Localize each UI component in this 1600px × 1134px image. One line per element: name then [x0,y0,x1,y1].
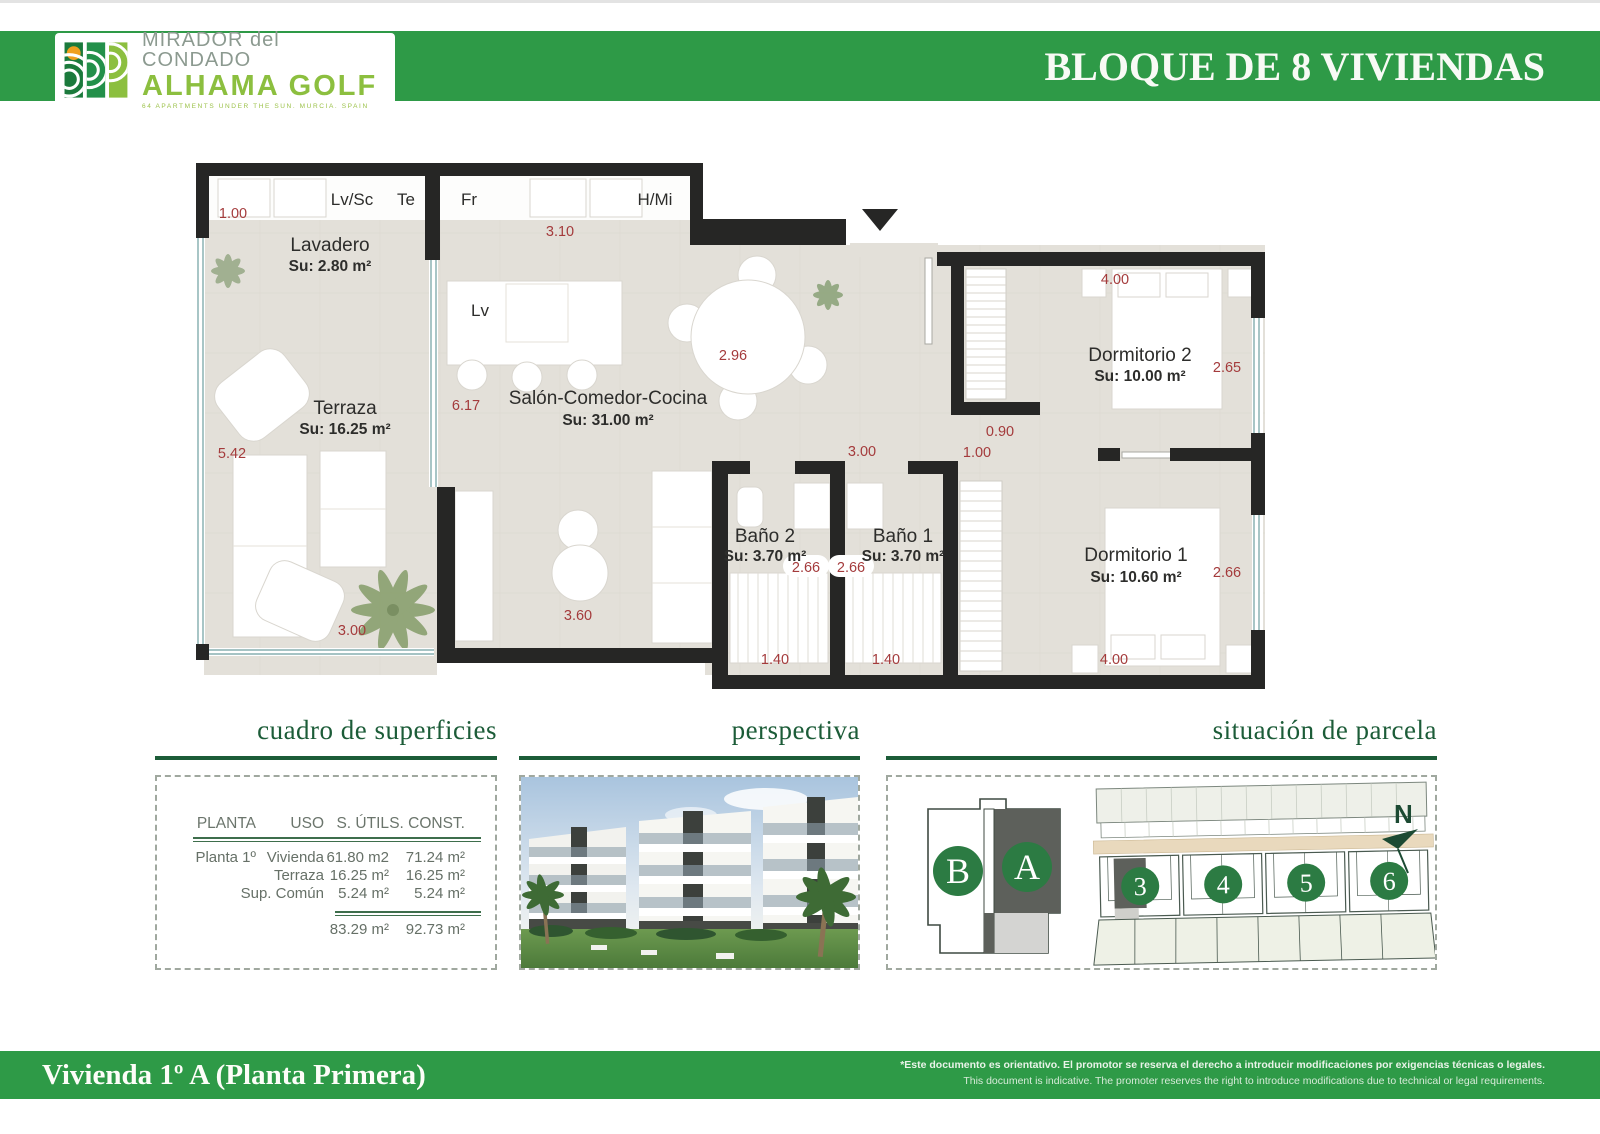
dim-hall-w: 3.00 [847,444,877,460]
perspectiva-rule [519,756,860,760]
block-a-label: A [1014,847,1040,887]
dim-salon-w: 3.60 [563,608,593,624]
dim-terraza-h: 5.42 [217,446,247,462]
total-sutil: 83.29 m² [329,921,389,938]
logo-text [142,30,385,111]
col-uso: USO [290,815,324,832]
dim-dorm2-h: 2.65 [1212,360,1242,376]
logo [55,28,395,110]
plot-4-label: 4 [1216,870,1231,900]
footer-title: Vivienda 1º A (Planta Primera) [42,1058,426,1091]
room-salon: Salón-Comedor-Cocina [508,388,708,409]
block-ab [928,799,1060,953]
perspectiva-title: perspectiva [731,715,860,745]
room-bano2: Baño 2 [734,526,796,547]
room-salon-area: Su: 31.00 m² [562,412,654,429]
dim-hall-a: 0.90 [985,424,1015,440]
room-dorm1: Dormitorio 1 [1084,545,1188,566]
room-terraza-area: Su: 16.25 m² [299,421,391,438]
building-render [521,777,858,968]
plot-5-label: 5 [1299,868,1313,898]
table-cell: 5.24 m² [414,885,465,902]
superficies-title: cuadro de superficies [257,715,497,745]
table-cell: Sup. Común [240,885,324,902]
building-middle [639,811,751,932]
plot-6-label: 6 [1382,866,1396,897]
perspectiva-box [519,775,860,970]
plot-3-label: 3 [1133,871,1148,902]
dim-dorm1-w: 4.00 [1099,652,1129,668]
room-dorm1-area: Su: 10.60 m² [1090,569,1182,586]
label-lv: Lv [471,301,489,320]
disclaimer [785,1058,1545,1088]
room-bano1-area: Su: 3.70 m² [861,548,945,565]
block-b-label: B [945,851,971,891]
table-cell: Terraza [273,867,324,884]
logo-mark-icon [63,38,132,102]
parcel-map [888,777,1435,968]
dim-bano2-h: 2.66 [791,560,821,576]
table-cell: 5.24 m² [338,885,389,902]
room-dorm2: Dormitorio 2 [1088,345,1192,366]
dim-hall-b: 1.00 [962,445,992,461]
disclaimer-en: This document is indicative. The promoter reserves the right to introduce modifications due to technical or legal requirements. [963,1074,1545,1087]
total-sconst: 92.73 m² [405,921,465,938]
dim-terraza-w: 3.00 [337,623,367,639]
room-terraza: Terraza [313,398,377,419]
plot-strip [1090,782,1435,965]
label-hmi: H/Mi [637,190,673,209]
label-lvsc: Lv/Sc [330,190,374,209]
col-planta: PLANTA [196,815,256,832]
page-title: BLOQUE DE 8 VIVIENDAS [1044,43,1545,89]
logo-tagline: 64 APARTMENTS UNDER THE SUN. MURCIA. SPAIN [142,102,369,110]
room-lavadero-area: Su: 2.80 m² [288,258,372,275]
parcela-box [886,775,1437,970]
superficies-box [155,775,497,970]
floor-plan [190,153,1275,698]
room-dorm2-area: Su: 10.00 m² [1094,368,1186,385]
table-cell: 16.25 m² [405,867,465,884]
totals-rule [335,911,481,916]
room-lavadero: Lavadero [290,235,370,256]
superficies-rule [155,756,497,760]
room-bano2-area: Su: 3.70 m² [723,548,807,565]
logo-line1: MIRADOR del CONDADO [142,28,280,71]
dim-lavadero-w: 1.00 [218,206,248,222]
table-cell: 61.80 m2 [326,849,389,866]
table-cell: Vivienda [266,849,324,866]
dim-dorm2-w: 4.00 [1100,272,1130,288]
header-rule [193,837,481,842]
dim-bano1-w: 1.40 [871,652,901,668]
dim-kitchen-w: 3.10 [545,224,575,240]
table-cell: Planta 1º [195,849,256,866]
col-sconst: S. CONST. [389,815,465,832]
dim-dorm1-h: 2.66 [1212,565,1242,581]
disclaimer-es: *Este documento es orientativo. El promotor se reserva el derecho a introducir modificaciones por exigencias técnicas o legales. [900,1059,1545,1071]
label-fr: Fr [460,190,478,209]
parcela-title: situación de parcela [1212,715,1437,745]
table-cell: 16.25 m² [329,867,389,884]
parcela-rule [886,756,1437,760]
label-te: Te [397,190,415,209]
dim-bano2-w: 1.40 [760,652,790,668]
dim-bano1-h: 2.66 [836,560,866,576]
room-bano1: Baño 1 [872,526,934,547]
north-label: N [1394,799,1413,829]
logo-line2: ALHAMA GOLF [142,69,378,102]
table-cell: 71.24 m² [405,849,465,866]
dim-salon-h: 6.17 [451,398,481,414]
col-sutil: S. ÚTIL [336,815,389,832]
dim-table: 2.96 [718,348,748,364]
